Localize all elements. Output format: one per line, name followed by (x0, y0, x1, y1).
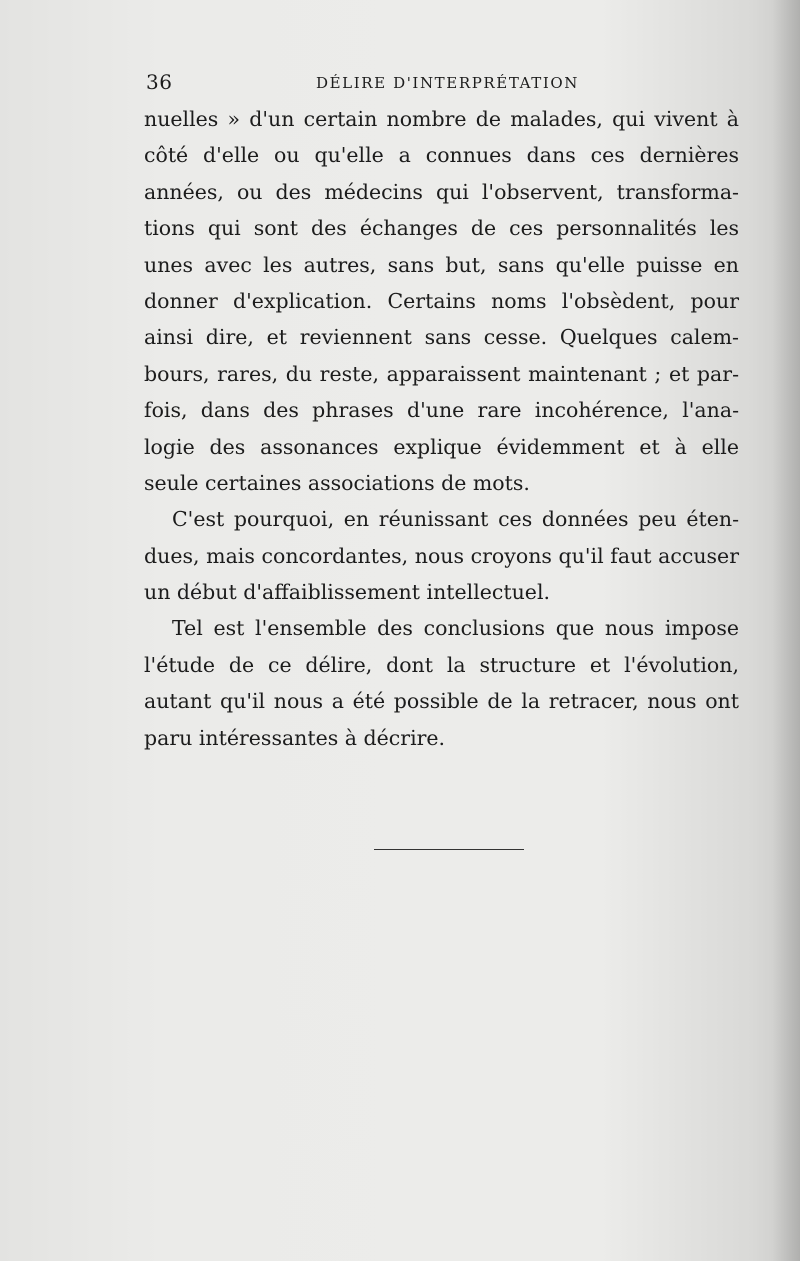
text-line: logie des assonances explique évidemment et à elle (144, 434, 739, 459)
text-line: un début d'affaiblissement intellectuel. (144, 580, 551, 605)
text-line: nuelles » d'un certain nombre de malades, qui vivent à (144, 107, 739, 131)
paragraph-3 (144, 610, 739, 756)
page-number: 36 (146, 70, 173, 94)
text-line: dues, mais concordantes, nous croyons qu'il faut accuser (144, 543, 739, 568)
paragraph-1 (144, 101, 739, 501)
page-edge-shadow (772, 0, 800, 1261)
text-line: ainsi dire, et reviennent sans cesse. Quelques calem- (144, 325, 739, 350)
text-line: C'est pourquoi, en réunissant ces données peu éten- (172, 507, 739, 532)
text-line: années, ou des médecins qui l'observent, transforma- (144, 179, 739, 204)
text-line: donner d'explication. Certains noms l'obsèdent, pour (144, 288, 739, 313)
text-line: fois, dans des phrases d'une rare incohérence, l'ana- (144, 398, 739, 423)
text-line: seule certaines associations de mots. (144, 470, 530, 495)
text-line: bours, rares, du reste, apparaissent maintenant ; et par- (144, 361, 739, 386)
text-line: autant qu'il nous a été possible de la retracer, nous ont (144, 689, 739, 714)
page-header (146, 70, 746, 100)
section-end-rule (374, 849, 524, 850)
text-line: l'étude de ce délire, dont la structure et l'évolution, (144, 652, 739, 677)
text-line: côté d'elle ou qu'elle a connues dans ces dernières (144, 143, 739, 168)
text-line: Tel est l'ensemble des conclusions que nous impose (172, 616, 739, 641)
text-line: tions qui sont des échanges de ces personnalités les (144, 216, 739, 241)
body-text (144, 101, 739, 756)
running-title: DÉLIRE D'INTERPRÉTATION (316, 74, 580, 92)
text-line: paru intéressantes à décrire. (144, 725, 446, 750)
text-line: unes avec les autres, sans but, sans qu'elle puisse en (144, 252, 739, 277)
paragraph-2 (144, 501, 739, 610)
